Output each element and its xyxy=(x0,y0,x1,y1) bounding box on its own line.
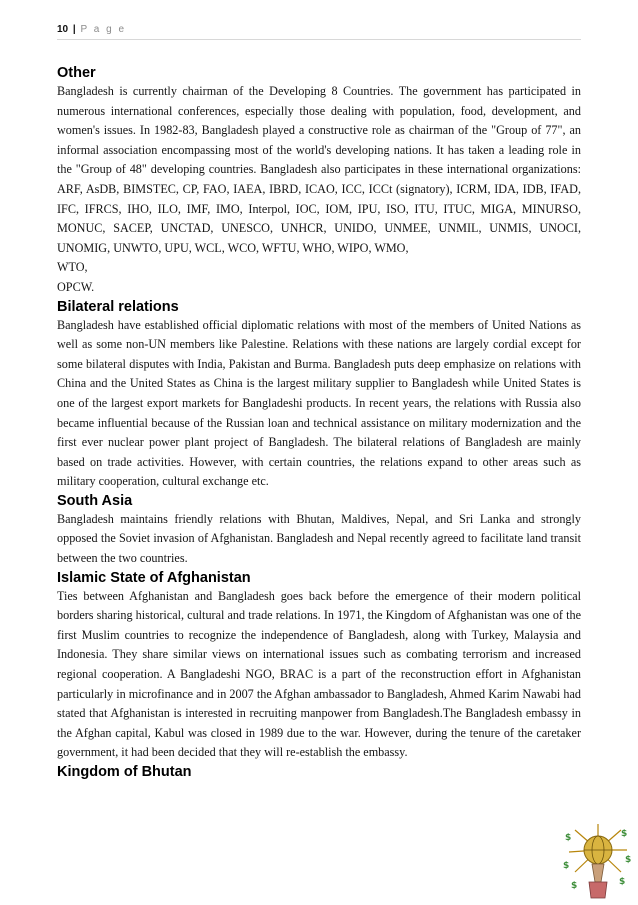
text-line: OPCW. xyxy=(57,279,95,294)
money-globe-logo-icon xyxy=(561,822,635,900)
document-body xyxy=(57,64,581,781)
header-separator: | xyxy=(72,24,76,35)
section-heading: Islamic State of Afghanistan xyxy=(57,569,251,586)
section-heading: Bilateral relations xyxy=(57,298,179,315)
section-heading: Other xyxy=(57,65,96,81)
section-paragraph: Bangladesh is currently chairman of the Developing 8 Countries. The government has participated in numerous international conferences, especially those dealing with population, food, development, and women's issues. In 1982-83, Bangladesh played a constructive role as chairman of the "Group of 77", an informal association encompassing most of the world's developing nations. It has taken a leading role in the "Group of 48" developing countries. Bangladesh also participates in these international organizations: ARF, AsDB, BIMSTEC, CP, FAO, IAEA, IBRD, ICAO, ICC, ICCt (signatory), ICRM, IDA, IDB, IFAD, IFC, IFRCS, IHO, ILO, IMF, IMO, Interpol, IOC, IOM, IPU, ISO, ITU, ITUC, MIGA, MINURSO, MONUC, SACEP, UNCTAD, UNESCO, UNHCR, UNIDO, UNMEE, UNMIL, UNMIS, UNOCI, UNOMIG, UNWTO, UPU, WCL, WCO, WFTU, WHO, WIPO, WMO, xyxy=(57,84,581,255)
section-paragraph: Bangladesh have established official diplomatic relations with most of the members of United Nations as well as some non-UN members like Palestine. Relations with these nations are largely cordial except for some bilateral disputes with India, Pakistan and Burma. Bangladesh puts deep emphasize on relations with China and the United States as China is the largest military supplier to Bangladesh while United States is one of the largest export markets for Bangladeshi products. In recent years, the relations with Russia also became influential because of the Russian loan and technical assistance on military modernization and the first ever nuclear power plant project of Bangladesh. The bilateral relations of Bangladesh are mainly based on trade activities. However, with certain countries, the relations expand to other areas such as military cooperation, cultural exchange etc. xyxy=(57,317,581,489)
page-header xyxy=(57,24,581,40)
page-number: 10 xyxy=(57,24,69,35)
svg-text:$: $ xyxy=(625,855,632,865)
svg-text:$: $ xyxy=(621,829,628,839)
page-label: P a g e xyxy=(80,24,127,35)
section-south-asia xyxy=(57,492,581,569)
section-paragraph: Ties between Afghanistan and Bangladesh goes back before the emergence of their modern political borders sharing historical, cultural and trade relations. In 1971, the Kingdom of Afghanistan was one of the first Muslim countries to recognize the independence of Bangladesh, along with Turkey, Malaysia and Indonesia. They share similar views on international issues such as combating terrorism and increased regional cooperation. A Bangladeshi NGO, BRAC is a part of the reconstruction effort in Afghanistan particularly in microfinance and in 2007 the Afghan ambassador to Bangladesh, Ahmed Karim Nawabi had stated that Afghanistan is interested in recruiting manpower from Bangladesh.The Bangladesh embassy in the Afghan capital, Kabul was closed in 1989 due to the war. However, during the tenure of the caretaker government, it had been decided that they will re-establish the embassy. xyxy=(57,588,581,760)
svg-text:$: $ xyxy=(563,861,570,871)
section-other xyxy=(57,64,581,298)
section-afghanistan xyxy=(57,569,581,763)
svg-text:$: $ xyxy=(619,877,626,887)
svg-text:$: $ xyxy=(565,833,572,843)
section-bhutan xyxy=(57,763,581,781)
section-heading: South Asia xyxy=(57,492,133,509)
text-line: WTO, xyxy=(57,260,88,275)
section-bilateral-relations xyxy=(57,298,581,492)
section-paragraph-continued xyxy=(57,258,581,297)
section-paragraph: Bangladesh maintains friendly relations with Bhutan, Maldives, Nepal, and Sri Lanka and strongly opposed the Soviet invasion of Afghanistan. Bangladesh and Nepal recently agreed to facilitate land transit between the two countries. xyxy=(57,511,581,566)
section-heading: Kingdom of Bhutan xyxy=(57,764,192,780)
svg-text:$: $ xyxy=(571,881,578,891)
